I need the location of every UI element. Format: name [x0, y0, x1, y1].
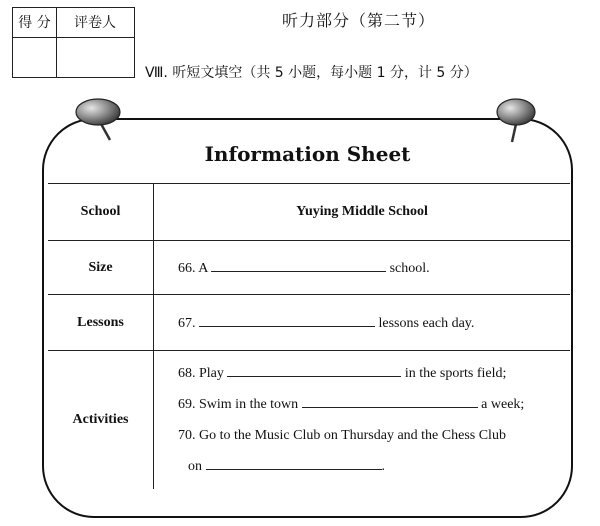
q70-text: 70. Go to the Music Club on Thursday and the Chess Club — [178, 427, 506, 443]
activities-label: Activities — [48, 351, 154, 489]
q68-line — [178, 358, 570, 389]
lessons-label: Lessons — [48, 295, 154, 351]
school-name: Yuying Middle School — [154, 184, 571, 241]
q70-suffix: . — [381, 458, 385, 474]
sheet-title: Information Sheet — [204, 142, 411, 166]
pushpin-icon — [70, 96, 134, 144]
q68-suffix: in the sports field; — [404, 365, 507, 381]
q69-suffix: a week; — [481, 396, 525, 412]
score-box-divider — [13, 37, 134, 38]
question-instruction: Ⅷ. 听短文填空（共 5 小题，每小题 1 分，计 5 分） — [145, 65, 478, 81]
table-row — [48, 241, 570, 295]
q67-prefix: 67. — [178, 315, 196, 331]
grader-label: 评卷人 — [74, 15, 116, 31]
q66-answer-blank[interactable] — [211, 259, 386, 272]
table-row — [48, 351, 570, 489]
score-box — [12, 7, 135, 78]
activities-questions — [154, 351, 571, 489]
q69-answer-blank[interactable] — [302, 395, 478, 408]
q70-prefix: on — [188, 458, 202, 474]
table-row — [48, 184, 570, 241]
score-label: 得 分 — [18, 15, 51, 31]
size-question — [154, 241, 571, 295]
table-row — [48, 295, 570, 351]
q69-line — [178, 389, 570, 420]
q70-answer-blank[interactable] — [206, 457, 382, 470]
q67-suffix: lessons each day. — [378, 315, 475, 331]
q66-prefix: 66. A — [178, 260, 208, 276]
q69-prefix: 69. Swim in the town — [178, 396, 299, 412]
q67-answer-blank[interactable] — [199, 314, 375, 327]
q70-line-2 — [178, 451, 570, 482]
lessons-question — [154, 295, 571, 351]
information-table — [48, 183, 570, 489]
section-title: 听力部分（第二节） — [282, 11, 436, 30]
q70-line — [178, 420, 570, 451]
q68-prefix: 68. Play — [178, 365, 224, 381]
q68-answer-blank[interactable] — [227, 364, 401, 377]
pushpin-icon — [492, 96, 556, 144]
size-label: Size — [48, 241, 154, 295]
q66-suffix: school. — [389, 260, 430, 276]
school-label: School — [48, 184, 154, 241]
